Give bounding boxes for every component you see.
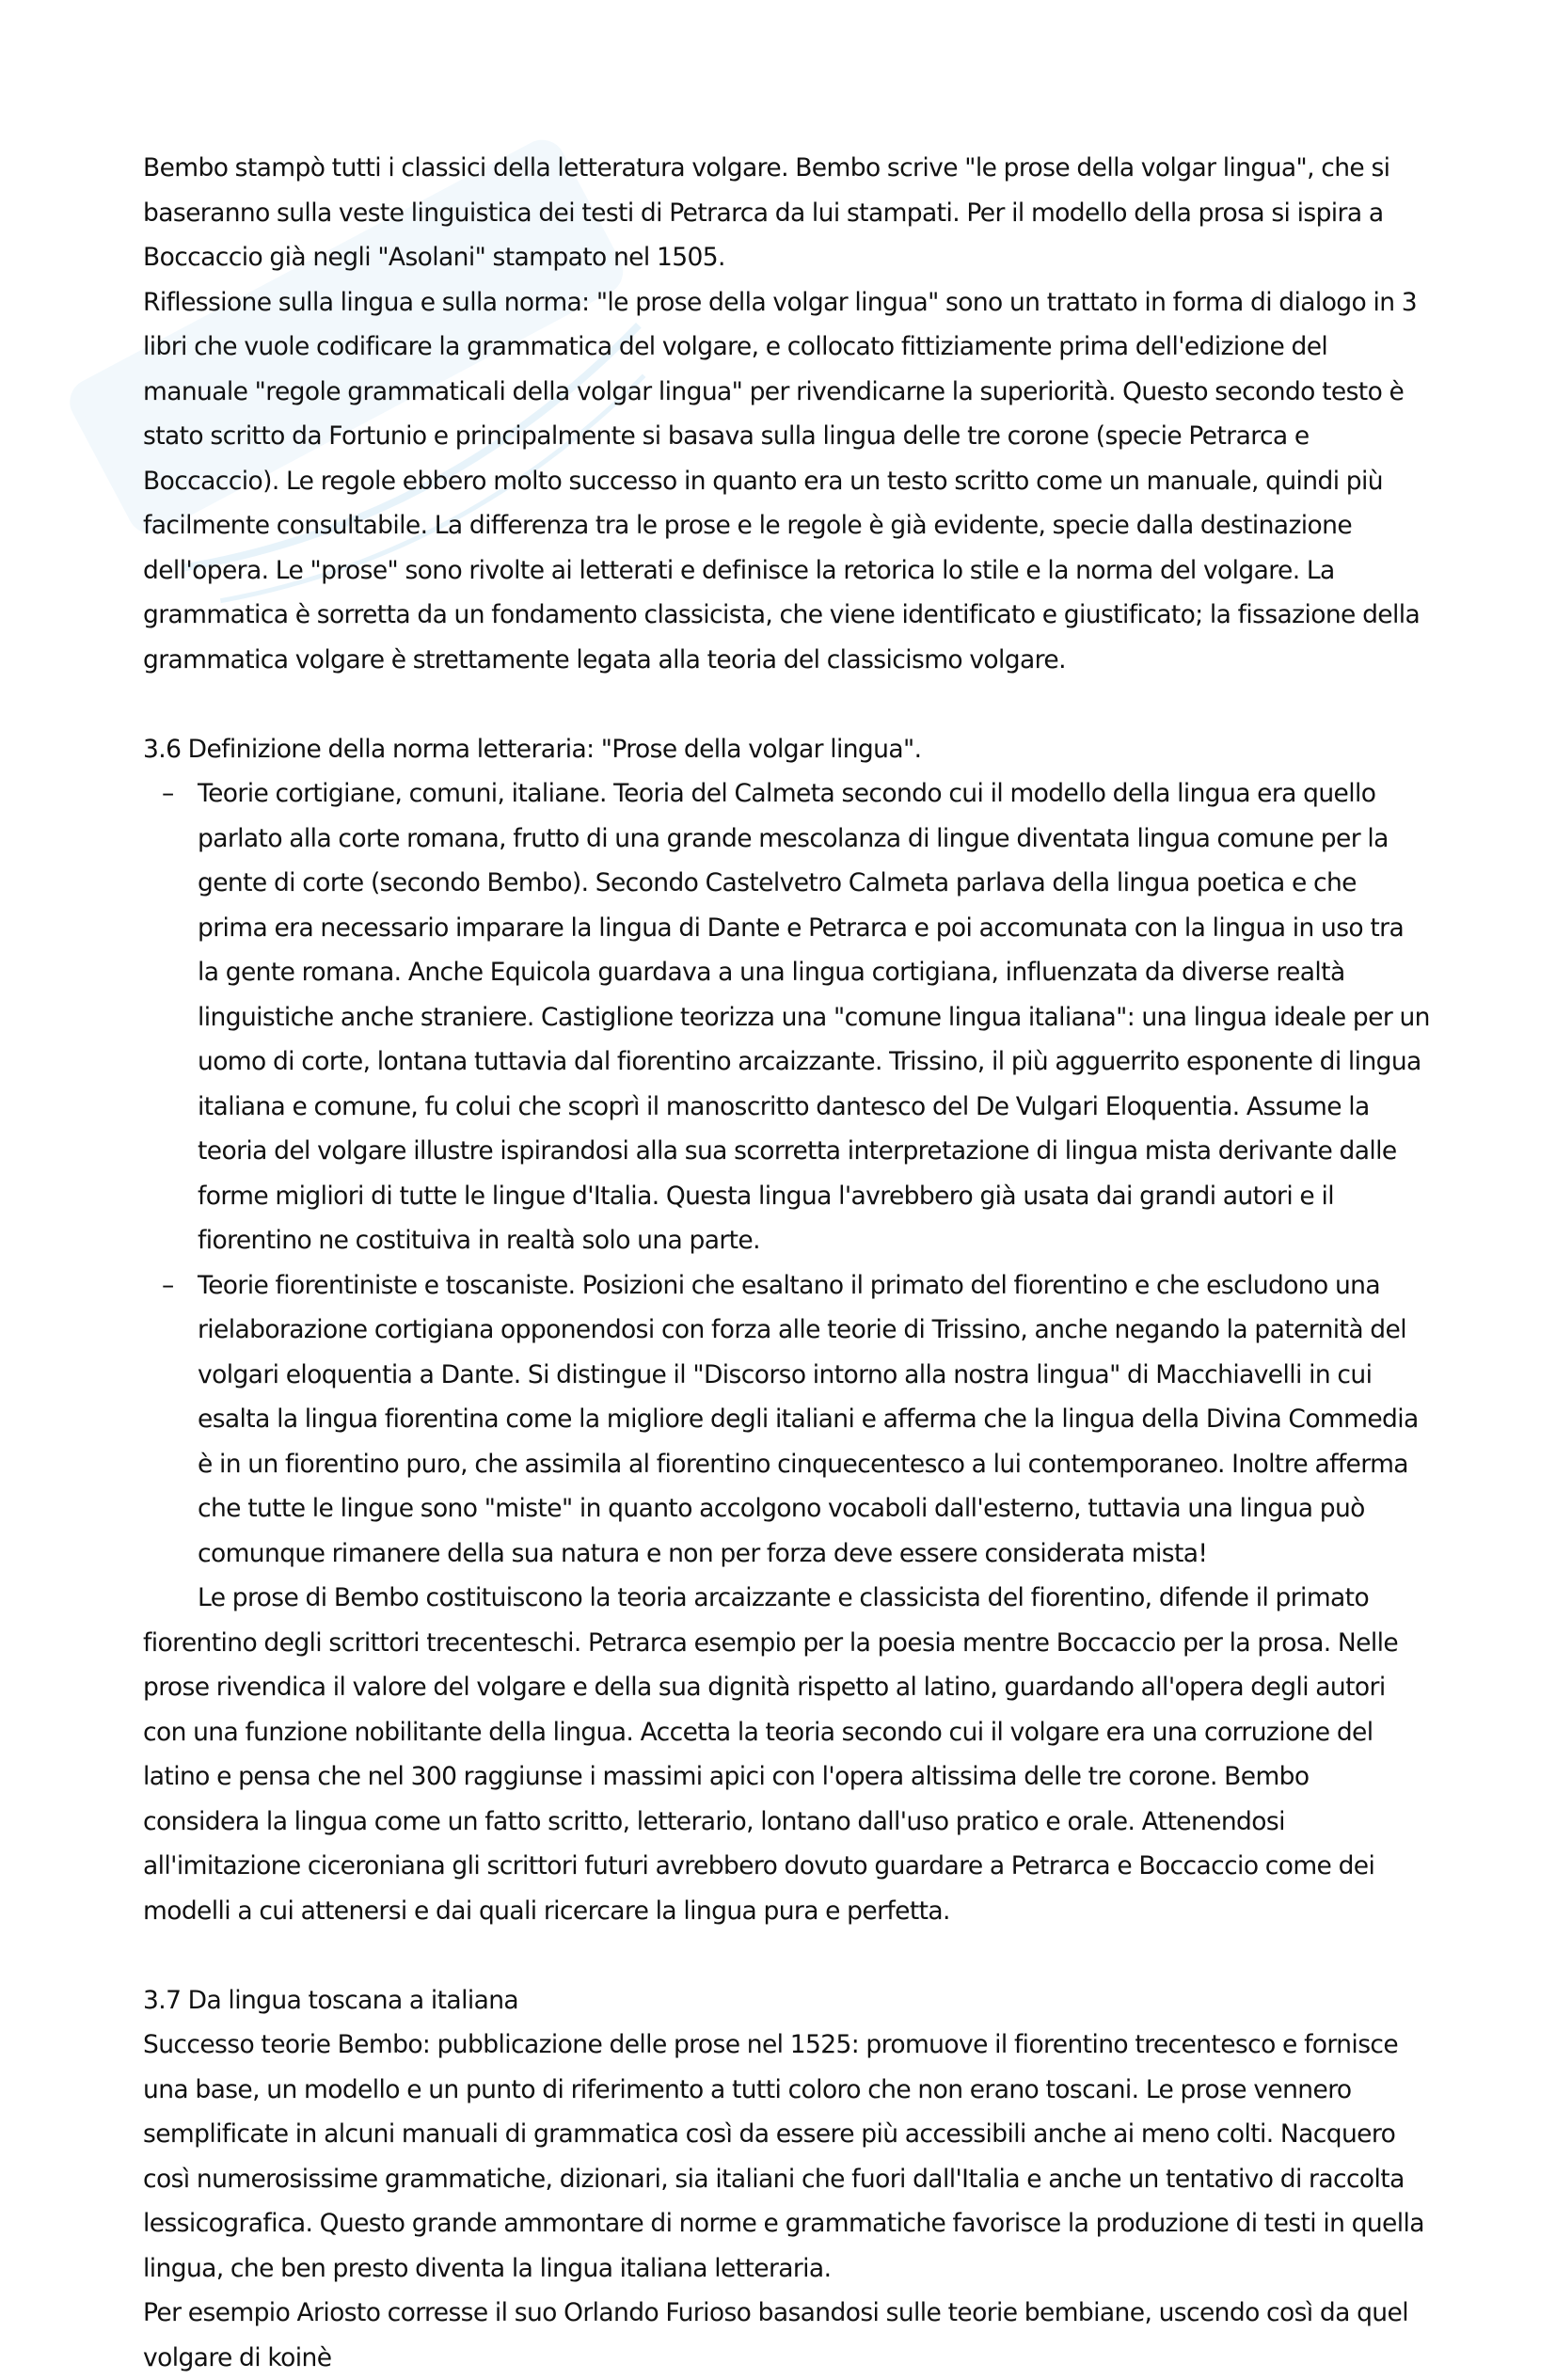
theories-list [143,771,1430,1576]
section-heading-3-6: 3.6 Definizione della norma letteraria: "Prose della volgar lingua". [143,734,922,764]
list-item [143,1263,1430,1577]
ariosto-paragraph: Per esempio Ariosto corresse il suo Orlando Furioso basandosi sulle teorie bembiane, uscendo così da quel volgare di koinè [143,2298,1408,2372]
bembo-success-paragraph: Successo teorie Bembo: pubblicazione delle prose nel 1525: promuove il fiorentino trecentesco e fornisce una base, un modello e un punto di riferimento a tutti coloro che non erano toscani. Le prose vennero semplificate in alcuni manuali di grammatica così da essere più accessibili anche ai meno colti. Nacquero così numerosissime grammatiche, dizionari, sia italiani che fuori dall'Italia e anche un tentativo di raccolta lessicografica. Questo grande ammontare di norme e grammatiche favorisce la produzione di testi in quella lingua, che ben presto diventa la lingua italiana letteraria. [143,2030,1424,2283]
reflection-paragraph: Riflessione sulla lingua e sulla norma: "le prose della volgar lingua" sono un trattato in forma di dialogo in 3 libri che vuole codificare la grammatica del volgare, e collocato fittiziamente prima dell'edizione del manuale "regole grammaticali della volgar lingua" per rivendicarne la superiorità. Questo secondo testo è stato scritto da Fortunio e principalmente si basava sulla lingua delle tre corone (specie Petrarca e Boccaccio). Le regole ebbero molto successo in quanto era un testo scritto come un manuale, quindi più facilmente consultabile. La differenza tra le prose e le regole è già evidente, specie dalla destinazione dell'opera. Le "prose" sono rivolte ai letterati e definisce la retorica lo stile e la norma del volgare. La grammatica è sorretta da un fondamento classicista, che viene identificato e giustificato; la fissazione della grammatica volgare è strettamente legata alla teoria del classicismo volgare. [143,287,1421,674]
dash-bullet-icon: – [162,779,174,808]
list-item-text: Teorie fiorentiniste e toscaniste. Posizioni che esaltano il primato del fiorentino e che escludono una rielaborazione cortigiana opponendosi con forza alle teorie di Trissino, anche negando la paternità del volgari eloquentia a Dante. Si distingue il "Discorso intorno alla nostra lingua" di Macchiavelli in cui esalta la lingua fiorentina come la migliore degli italiani e afferma che la lingua della Divina Commedia è in un fiorentino puro, che assimila al fiorentino cinquecentesco a lui contemporaneo. Inoltre afferma che tutte le lingue sono "miste" in quanto accolgono vocaboli dall'esterno, tuttavia una lingua può comunque rimanere della sua natura e non per forza deve essere considerata mista! [198,1270,1419,1568]
list-item-text: Teorie cortigiane, comuni, italiane. Teoria del Calmeta secondo cui il modello della lingua era quello parlato alla corte romana, frutto di una grande mescolanza di lingue diventata lingua comune per la gente di corte (secondo Bembo). Secondo Castelvetro Calmeta parlava della lingua poetica e che prima era necessario imparare la lingua di Dante e Petrarca e poi accomunata con la lingua in uso tra la gente romana. Anche Equicola guardava a una lingua cortigiana, influenzata da diverse realtà linguistiche anche straniere. Castiglione teorizza una "comune lingua italiana": una lingua ideale per un uomo di corte, lontana tuttavia dal fiorentino arcaizzante. Trissino, il più agguerrito esponente di lingua italiana e comune, fu colui che scoprì il manoscritto dantesco del De Vulgari Eloquentia. Assume la teoria del volgare illustre ispirandosi alla sua scorretta interpretazione di lingua mista derivante dalle forme migliori di tutte le lingue d'Italia. Questa lingua l'avrebbero già usata dai grandi autori e il fiorentino ne costituiva in realtà solo una parte. [198,779,1430,1255]
section-heading-3-7: 3.7 Da lingua toscana a italiana [143,1985,519,2015]
spacer [143,682,1430,727]
list-item [143,771,1430,1263]
spacer [143,1933,1430,1978]
bembo-prose-paragraph: Le prose di Bembo costituiscono la teoria arcaizzante e classicista del fiorentino, difende il primato fiorentino degli scrittori trecenteschi. Petrarca esempio per la poesia mentre Boccaccio per la prosa. Nelle prose rivendica il valore del volgare e della sua dignità rispetto al latino, guardando all'opera degli autori con una funzione nobilitante della lingua. Accetta la teoria secondo cui il volgare era una corruzione del latino e pensa che nel 300 raggiunse i massimi apici con l'opera altissima delle tre corone. Bembo considera la lingua come un fatto scritto, letterario, lontano dall'uso pratico e orale. Attenendosi all'imitazione ciceroniana gli scrittori futuri avrebbero dovuto guardare a Petrarca e Boccaccio come dei modelli a cui attenersi e dai quali ricercare la lingua pura e perfetta. [143,1583,1399,1926]
document-body [143,146,1430,2380]
dash-bullet-icon: – [162,1270,174,1300]
intro-paragraph: Bembo stampò tutti i classici della letteratura volgare. Bembo scrive "le prose della volgar lingua", che si baseranno sulla veste linguistica dei testi di Petrarca da lui stampati. Per il modello della prosa si ispira a Boccaccio già negli "Asolani" stampato nel 1505. [143,153,1390,272]
